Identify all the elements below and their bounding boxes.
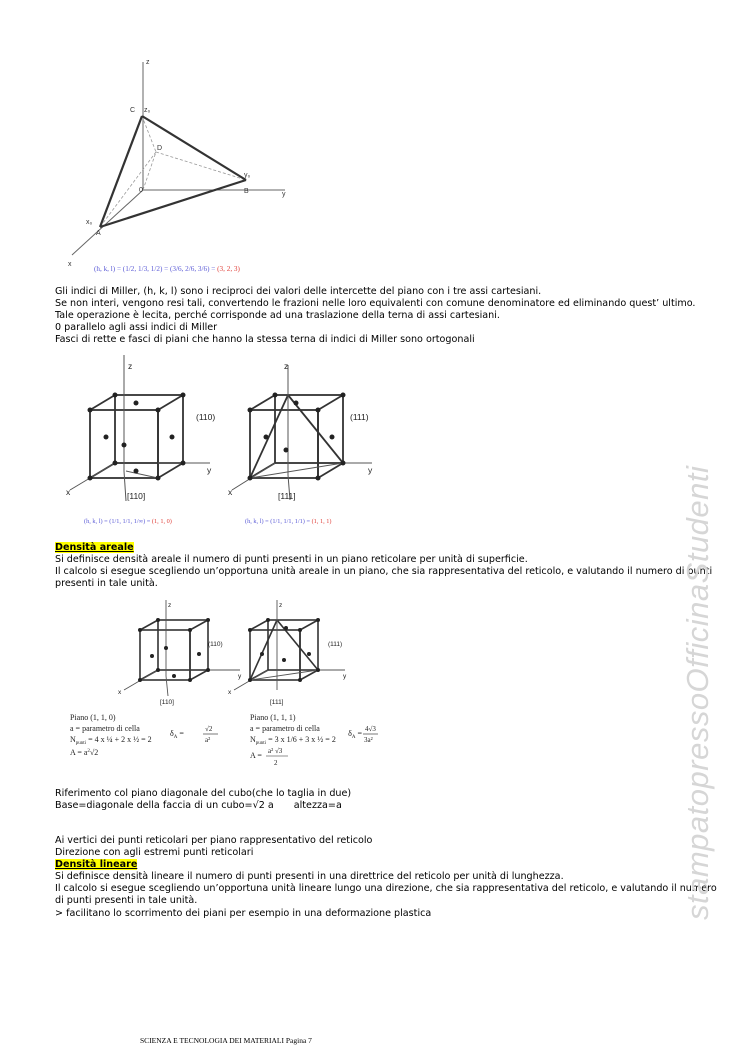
left-miller-formula: (h, k, l) = (1/1, 1/1, 1/∞) =	[84, 518, 152, 525]
left-z-label: z	[168, 602, 172, 609]
text-line: Tale operazione è lecita, perché corrisponde ad una traslazione della terna di assi cartesiani.	[55, 310, 500, 321]
point-c-label: C	[130, 107, 136, 114]
left-area: $A = a^2√2$	[70, 748, 99, 757]
text-line: Direzione con agli estremi punti reticolari	[55, 847, 254, 858]
right-miller-formula: (h, k, l) = (1/1, 1/1, 1/1) =	[245, 518, 312, 525]
right-direction-label: [111]	[278, 491, 296, 501]
left-x-label: x	[66, 487, 71, 497]
section-heading-areal: Densità areale	[55, 542, 134, 553]
page-footer: SCIENZA E TECNOLOGIA DEI MATERIALI Pagina 7	[140, 1036, 312, 1045]
left-plane-label: (110)	[196, 412, 216, 422]
z0-label: z₀	[144, 107, 151, 114]
text-line: Gli indici di Miller, (h, k, l) sono i reciproci dei valori delle intercette del piano con i tre assi cartesiani.	[55, 286, 542, 297]
text-line: Si definisce densità areale il numero di punti presenti in un piano reticolare per unità di superficie.	[55, 554, 528, 565]
point-b-label: B	[244, 188, 249, 195]
right-z-label: z	[279, 602, 283, 609]
text-line: Ai vertici dei punti reticolari per piano rappresentativo del reticolo	[55, 835, 373, 846]
right-area-numerator: a² √3	[268, 747, 283, 755]
right-npoints: $N_{punti} = 3$ x 1/6 + 3 x ½ = 2	[250, 735, 336, 746]
right-delta: $\delta_A$ =	[348, 729, 362, 740]
left-miller-result: (1, 1, 0)	[151, 518, 172, 525]
right-delta-denominator: 3a²	[364, 736, 373, 744]
cube-planes-figure	[60, 355, 390, 535]
left-y-label: y	[238, 673, 242, 680]
left-z-label: z	[128, 361, 133, 371]
miller-intercepts-figure	[60, 50, 310, 280]
left-direction-label: [110]	[160, 699, 174, 706]
areal-density-figure	[60, 600, 380, 778]
text-line: 0 parallelo agli assi indici di Miller	[55, 322, 218, 333]
left-plane-title: Piano (1, 1, 0)	[70, 713, 116, 722]
origin-label: 0	[139, 187, 143, 194]
axis-y-label: y	[282, 191, 286, 198]
text-paragraph: Il calcolo si esegue scegliendo un’opportuna unità lineare lungo una direzione, che sia rappresentativa del reticolo, e valutando il numero di punti presenti in tale unità.	[55, 883, 717, 906]
section-heading-linear: Densità lineare	[55, 859, 138, 870]
svg-text:(h, k, l) = (1/1, 1/1, 1/∞) =	[84, 518, 172, 525]
text-paragraph: Il calcolo si esegue scegliendo un’opportuna unità areale in un piano, che sia rappresentativa del reticolo, e valutando il numero di punti presenti in tale unità.	[55, 566, 713, 589]
left-x-label: x	[118, 689, 122, 696]
right-param: a = parametro di cella	[250, 724, 320, 733]
left-npoints: $N_{punti} = 4$ x ¼ + 2 x ½ = 2	[70, 735, 152, 746]
axis-x-label: x	[68, 261, 72, 268]
point-d-label: D	[157, 145, 163, 152]
text-line: Fasci di rette e fasci di piani che hanno la stessa terna di indici di Miller sono ortogonali	[55, 334, 475, 345]
right-plane-title: Piano (1, 1, 1)	[250, 713, 296, 722]
right-area: A =	[250, 751, 262, 760]
text-line: Base=diagonale della faccia di un cubo=√2 a altezza=a	[55, 800, 342, 811]
svg-text:(h, k, l) = (1/1, 1/1, 1/1) =	[245, 518, 332, 525]
right-plane-label: (111)	[328, 641, 343, 648]
right-z-label: z	[284, 361, 289, 371]
x0-label: x₀	[86, 219, 93, 226]
miller-result: (3, 2, 3)	[217, 265, 240, 273]
text-line: Si definisce densità lineare il numero di punti presenti in una direttrice del reticolo per unità di lunghezza.	[55, 871, 564, 882]
text-line: Se non interi, vengono resi tali, convertendo le frazioni nelle loro equivalenti con comune denominatore ed eliminando quest’ ultimo.	[55, 298, 696, 309]
right-y-label: y	[343, 673, 347, 680]
right-area-denominator: 2	[274, 759, 278, 767]
point-a-label: A	[96, 230, 101, 237]
left-y-label: y	[207, 465, 212, 475]
right-x-label: x	[228, 487, 233, 497]
text-line: > facilitano lo scorrimento dei piani per esempio in una deformazione plastica	[55, 908, 432, 919]
left-delta-denominator: a²	[205, 736, 211, 744]
miller-formula: (h, k, l) = (1/2, 1/3, 1/2) = (3/6, 2/6, 3/6) =	[94, 265, 218, 273]
left-plane-label: (110)	[208, 641, 223, 648]
left-delta: $\delta_A$ =	[170, 729, 184, 740]
left-param: a = parametro di cella	[70, 724, 140, 733]
y0-label: y₀	[244, 172, 251, 179]
right-x-label: x	[228, 689, 232, 696]
left-delta-numerator: √2	[205, 725, 213, 733]
text-line: Riferimento col piano diagonale del cubo(che lo taglia in due)	[55, 788, 352, 799]
right-plane-label: (111)	[350, 412, 369, 422]
right-delta-numerator: 4√3	[365, 725, 376, 733]
right-y-label: y	[368, 465, 373, 475]
right-miller-result: (1, 1, 1)	[311, 518, 332, 525]
axis-z-label: z	[146, 59, 150, 66]
svg-text:(h, k, l) = (1/2, 1/3, 1/2) =	[94, 265, 241, 273]
watermark: stampatopressoOfficinaStudenti	[680, 465, 715, 920]
right-direction-label: [111]	[270, 699, 284, 706]
left-direction-label: [110]	[127, 491, 146, 501]
